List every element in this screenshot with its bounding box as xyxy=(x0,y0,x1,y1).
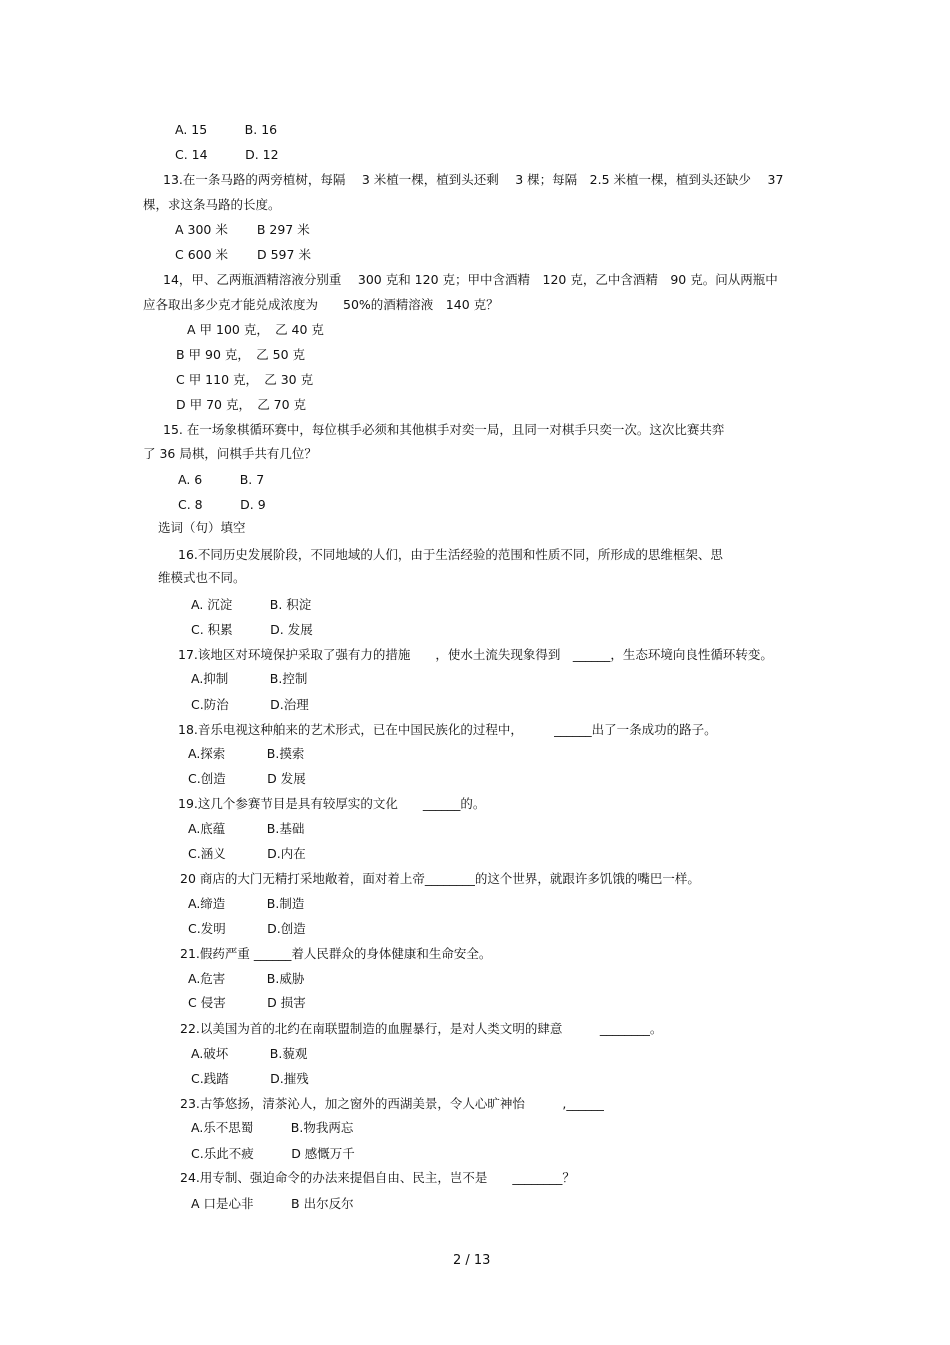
section-heading: 选词（句）填空 xyxy=(158,520,246,535)
q20-options-cd: C.发明 D.创造 xyxy=(188,921,306,936)
q18-text: 18.音乐电视这种舶来的艺术形式，已在中国民族化的过程中， ______出了一条成功的路子。 xyxy=(178,722,717,737)
q13-options-cd: C 600 米 D 597 米 xyxy=(175,247,311,262)
q24-text: 24.用专制、强迫命令的办法来提倡自由、民主，岂不是 ________？ xyxy=(180,1170,575,1185)
q22-options-cd: C.践踏 D.摧残 xyxy=(191,1071,309,1086)
q22-text: 22.以美国为首的北约在南联盟制造的血腥暴行，是对人类文明的肆意 ________。 xyxy=(180,1021,663,1036)
q14-option-c: C 甲 110 克， 乙 30 克 xyxy=(176,372,314,387)
q19-options-ab: A.底蕴 B.基础 xyxy=(188,821,305,836)
q17-options-cd: C.防治 D.治理 xyxy=(191,697,309,712)
q21-text: 21.假药严重 ______着人民群众的身体健康和生命安全。 xyxy=(180,946,492,961)
q17-text: 17.该地区对环境保护采取了强有力的措施 ，使水土流失现象得到 ______，生态环境向良性循环转变。 xyxy=(178,647,773,662)
q12-options-ab: A. 15 B. 16 xyxy=(175,122,278,137)
q15-text-line2: 了 36 局棋，问棋手共有几位？ xyxy=(143,446,317,461)
q17-options-ab: A.抑制 B.控制 xyxy=(191,671,308,686)
q19-text: 19.这几个参赛节目是具有较厚实的文化 ______的。 xyxy=(178,796,486,811)
q22-options-ab: A.破坏 B.藐观 xyxy=(191,1046,308,1061)
q14-text-line1: 14，甲、乙两瓶酒精溶液分别重 300 克和 120 克；甲中含酒精 120 克，乙中含酒精 90 克。问从两瓶中 xyxy=(163,272,778,287)
q23-options-cd: C.乐此不疲 D 感慨万千 xyxy=(191,1146,355,1161)
q12-options-cd: C. 14 D. 12 xyxy=(175,147,279,162)
q24-options-ab: A 口是心非 B 出尔反尔 xyxy=(191,1196,354,1211)
q15-options-cd: C. 8 D. 9 xyxy=(178,497,266,512)
q19-options-cd: C.涵义 D.内在 xyxy=(188,846,306,861)
q16-text-line2: 维模式也不同。 xyxy=(158,570,246,585)
q13-text-line2: 棵，求这条马路的长度。 xyxy=(143,197,281,212)
q20-options-ab: A.缔造 B.制造 xyxy=(188,896,305,911)
q14-option-a: A 甲 100 克， 乙 40 克 xyxy=(187,322,324,337)
q23-text: 23.古筝悠扬，清茶沁人，加之窗外的西湖美景，令人心旷神怡 ,______ xyxy=(180,1096,604,1111)
q16-options-ab: A. 沉淀 B. 积淀 xyxy=(191,597,312,612)
q21-options-ab: A.危害 B.威胁 xyxy=(188,971,305,986)
q15-text-line1: 15. 在一场象棋循环赛中，每位棋手必须和其他棋手对奕一局，且同一对棋手只奕一次。这次比赛共弈 xyxy=(163,422,725,437)
q16-text-line1: 16.不同历史发展阶段，不同地域的人们，由于生活经验的范围和性质不同，所形成的思维框架、思 xyxy=(178,547,723,562)
q13-text-line1: 13.在一条马路的两旁植树，每隔 3 米植一棵，植到头还剩 3 棵；每隔 2.5 米植一棵，植到头还缺少 37 xyxy=(163,172,784,187)
q14-option-d: D 甲 70 克， 乙 70 克 xyxy=(176,397,307,412)
q18-options-cd: C.创造 D 发展 xyxy=(188,771,306,786)
q16-options-cd: C. 积累 D. 发展 xyxy=(191,622,313,637)
q13-options-ab: A 300 米 B 297 米 xyxy=(175,222,310,237)
q21-options-cd: C 侵害 D 损害 xyxy=(188,995,306,1010)
q15-options-ab: A. 6 B. 7 xyxy=(178,472,265,487)
q18-options-ab: A.探索 B.摸索 xyxy=(188,746,305,761)
q14-text-line2: 应各取出多少克才能兑成浓度为 50%的酒精溶液 140 克？ xyxy=(143,297,499,312)
page-number: 2 / 13 xyxy=(453,1253,491,1268)
q23-options-ab: A.乐不思蜀 B.物我两忘 xyxy=(191,1120,354,1135)
q20-text: 20 商店的大门无精打采地敞着，面对着上帝________的这个世界，就跟许多饥饿的嘴巴一样。 xyxy=(180,871,700,886)
q14-option-b: B 甲 90 克， 乙 50 克 xyxy=(176,347,306,362)
